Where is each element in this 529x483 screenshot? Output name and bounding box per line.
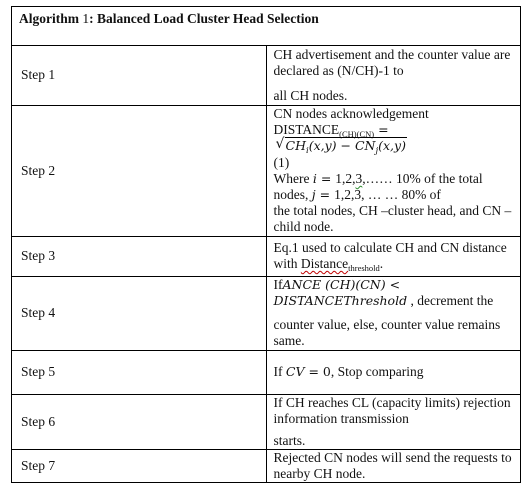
distance-equation	[273, 122, 514, 157]
step-7-line-1: Rejected CN nodes will send the requests to nearby CH node.	[273, 450, 512, 482]
distance-subscript: (CH)(CN)	[339, 129, 375, 140]
equals-sign: =	[374, 122, 389, 138]
equals-i: =	[316, 170, 336, 186]
step-2-line-1: CN nodes acknowledgement	[273, 106, 429, 121]
table-row-step-2	[12, 106, 521, 237]
step-description	[266, 394, 521, 450]
threshold-subscript: threshold	[348, 263, 380, 273]
title-row	[12, 7, 521, 46]
table-row-step-3	[12, 236, 521, 276]
step-4-line-1	[274, 277, 514, 309]
step-description	[266, 450, 521, 483]
step-label: Step 1	[12, 46, 267, 106]
title-rest: : Balanced Load Cluster Head Selection	[89, 11, 319, 26]
if-word: If	[273, 363, 286, 379]
i-range-text: ,…… 10% of the total nodes,	[273, 170, 483, 202]
title-prefix: Algorithm	[19, 11, 83, 26]
step-description	[266, 106, 521, 237]
step-label: Step 6	[12, 394, 267, 450]
step-6-line-2: starts.	[273, 432, 306, 448]
step-6-line-1: If CH reaches CL (capacity limits) rejection information transmission	[273, 394, 511, 426]
step-4-line-2: counter value, else, counter value remains same.	[273, 317, 501, 349]
table-row-step-6	[12, 394, 521, 450]
step-label: Step 5	[12, 350, 267, 394]
table-row-step-7	[12, 450, 521, 483]
square-root	[275, 136, 407, 157]
step-description	[266, 46, 521, 106]
formula-cn-args: (x,y)	[378, 138, 406, 154]
where-word: Where	[273, 170, 313, 186]
step-description	[266, 276, 521, 350]
step-1-line-1: CH advertisement and the counter value are declared as (N/CH)-1 to	[273, 47, 511, 79]
distance-threshold	[301, 256, 380, 271]
var-i: i	[312, 170, 317, 186]
var-j: j	[311, 186, 316, 202]
formula-ch-sub: i	[305, 146, 309, 157]
equals-j: =	[315, 186, 335, 202]
step-5-suffix: , Stop comparing	[330, 363, 424, 379]
step-description	[266, 350, 521, 394]
j-values: 1,2,3, … … 80% of	[334, 186, 441, 202]
step-label: Step 3	[12, 236, 267, 276]
var-cv: CV	[285, 363, 305, 379]
formula-minus: −	[336, 138, 355, 154]
formula-cn: CN	[354, 138, 376, 154]
if-word: If	[273, 276, 283, 292]
step-2-last-line: the total nodes, CH –cluster head, and CN – child node.	[273, 203, 512, 235]
formula-cn-sub: j	[375, 146, 379, 157]
step-description	[266, 236, 521, 276]
i-values-b: 3	[355, 170, 363, 186]
radical-sign: √	[275, 136, 285, 153]
distance-label: DISTANCE	[273, 122, 340, 138]
step-1-line-2: all CH nodes.	[273, 87, 348, 103]
step-label: Step 2	[12, 106, 267, 237]
algorithm-title	[12, 7, 521, 46]
title-number: 1	[82, 11, 90, 26]
step-label: Step 4	[12, 276, 267, 350]
i-values-a: 1,2,	[335, 170, 356, 186]
equation-number: (1)	[273, 154, 290, 170]
step-3-period: .	[379, 256, 384, 271]
table-row-step-1	[12, 46, 521, 106]
distance-condition: ANCE (CH)(CN) < DISTANCEThreshold	[273, 276, 408, 308]
where-clause	[274, 171, 514, 203]
step-4-suffix: , decrement the	[407, 292, 494, 308]
algorithm-table	[11, 6, 521, 483]
step-3-text: Eq.1 used to calculate CH and CN distance with	[273, 239, 507, 271]
step-label: Step 7	[12, 450, 267, 483]
radicand	[285, 137, 407, 157]
cv-equals-zero: = 0	[304, 363, 331, 379]
distance-word: Distance	[300, 256, 349, 271]
table-row-step-5	[12, 350, 521, 394]
table-row-step-4	[12, 276, 521, 350]
formula-ch: CH	[285, 138, 306, 154]
formula-ch-args: (x,y)	[308, 138, 337, 154]
